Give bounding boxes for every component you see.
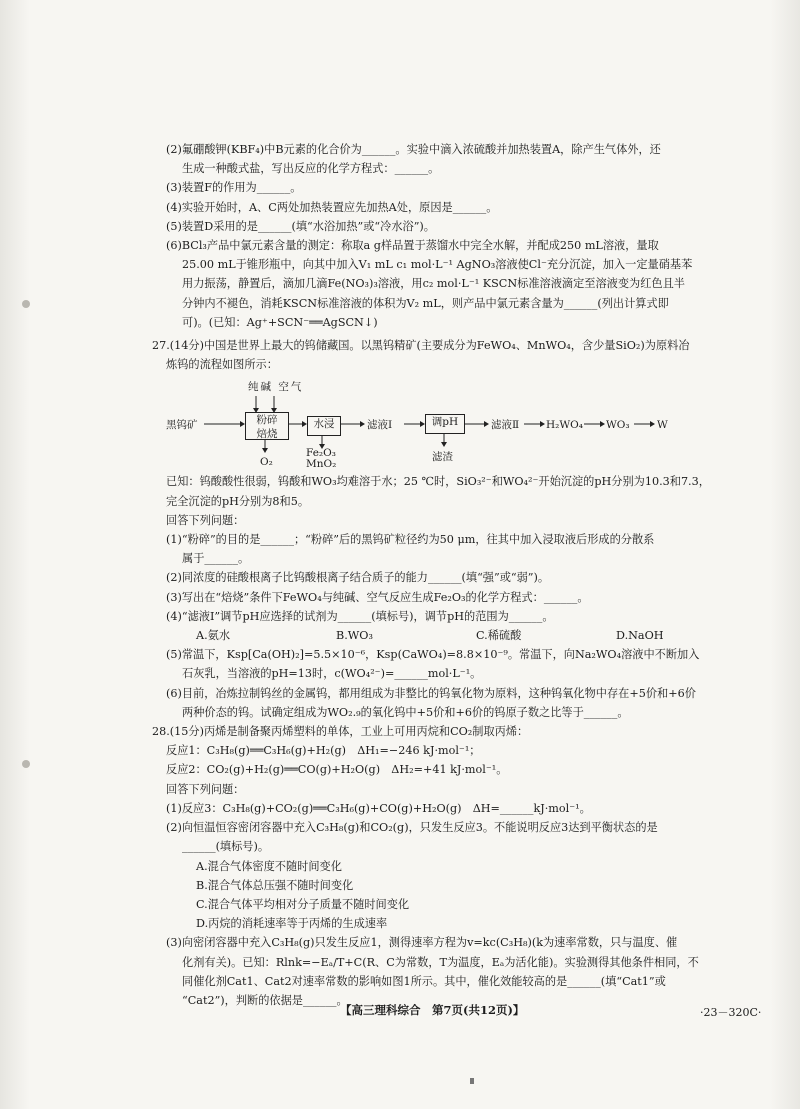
options-row [166,626,756,645]
text-line: 石灰乳，当溶液的pH=13时，c(WO₄²⁻)=______mol·L⁻¹。 [182,667,482,681]
text-line: 化剂有关)。已知：Rlnk=−Eₐ/T+C(R、C为常数，T为温度，Eₐ为活化能)。实验测得其他条件相同，不 [182,955,699,969]
flow-box-roast-line1: 粉碎 [256,414,278,427]
option-c: C.稀硫酸 [476,629,522,643]
text-line: 完全沉淀的pH分别为8和5。 [166,494,310,508]
text-line: (6)目前，冶炼拉制钨丝的金属钨，都用组成为非整比的钨氧化物为原料，这种钨氧化物中存在+5价和+6价 [166,686,696,700]
text-line: 用力振荡，静置后，滴加几滴Fe(NO₃)₃溶液，用c₂ mol·L⁻¹ KSCN标准溶液滴定至溶液变为红色且半 [182,277,685,291]
question-28-title: 28.(15分)丙烯是制备聚丙烯塑料的单体，工业上可用丙烷和CO₂制取丙烯： [152,725,529,739]
option-d: D.NaOH [616,629,664,643]
text-line: 炼钨的流程如图所示： [166,358,278,372]
flow-ore-label: 黑钨矿 [166,419,198,432]
exam-page [152,140,756,1010]
text-line: “Cat2”)，判断的依据是______。 [182,993,348,1007]
text-line: 25.00 mL于锥形瓶中，向其中加入V₁ mL c₁ mol·L⁻¹ AgNO₃溶液使Cl⁻充分沉淀，加入一定量硝基苯 [182,258,693,272]
option-b: B.WO₃ [336,629,373,643]
exam-code: ·23－320C· [700,1006,762,1019]
option-a: A.氨水 [196,629,231,643]
text-line: (2)同浓度的硅酸根离子比钨酸根离子结合质子的能力______(填“强”或“弱”)。 [166,571,550,585]
text-line: 生成一种酸式盐，写出反应的化学方程式：______。 [182,162,440,176]
flow-h2wo4-label: H₂WO₄ [546,419,583,432]
text-line: 同催化剂Cat1、Cat2对速率常数的影响如图1所示。其中，催化效能较高的是______(填“Cat1”或 [182,974,666,988]
text-line: (5)装置D采用的是______(填“水浴加热”或“冷水浴”)。 [166,219,435,233]
option-d: D.丙烷的消耗速率等于丙烯的生成速率 [196,917,388,931]
reaction-2: 反应2：CO₂(g)+H₂(g)══CO(g)+H₂O(g) ΔH₂=+41 kJ·mol⁻¹。 [166,763,508,777]
text-line: (1)反应3：C₃H₈(g)+CO₂(g)══C₃H₆(g)+CO(g)+H₂O(g) ΔH=______kJ·mol⁻¹。 [166,801,591,815]
text-line: (6)BCl₃产品中氯元素含量的测定：称取a g样品置于蒸馏水中完全水解，并配成250 mL溶液，量取 [166,239,659,253]
flow-box-ph: 调pH [425,414,465,434]
text-line: 属于______。 [182,552,250,566]
text-line: (2)氟硼酸钾(KBF₄)中B元素的化合价为______。实验中滴入浓硫酸并加热装置A，除产生气体外，还 [166,143,661,156]
option-a: A.混合气体密度不随时间变化 [196,859,342,873]
text-line: 两种价态的钨。试确定组成为WO₂.₉的氧化钨中+5价和+6价的钨原子数之比等于______。 [182,705,629,719]
flow-wo3-label: WO₃ [606,419,630,432]
text-line: (3)写出在“焙烧”条件下FeWO₄与纯碱、空气反应生成Fe₂O₃的化学方程式：______。 [166,590,589,604]
text-line: (3)装置F的作用为______。 [166,181,302,195]
flow-box-roast-line2: 焙烧 [256,428,278,441]
flow-inputs-label: 纯碱 空气 [248,381,304,394]
text-line: 回答下列问题： [166,782,245,796]
option-b: B.混合气体总压强不随时间变化 [196,878,354,892]
text-line: (4)“滤液Ⅰ”调节pH应选择的试剂为______(填标号)，调节pH的范围为______。 [166,609,554,623]
scan-mark [470,1078,474,1084]
flow-residue-label: 滤渣 [432,451,453,464]
process-flowchart [166,378,756,470]
text-line: 回答下列问题： [166,513,245,527]
text-line: (1)“粉碎”的目的是______；“粉碎”后的黑钨矿粒径约为50 μm，往其中加入浸取液后形成的分散系 [166,533,655,547]
option-c: C.混合气体平均相对分子质量不随时间变化 [196,897,410,911]
flow-w-label: W [657,419,668,432]
flow-box-leach: 水浸 [307,416,341,436]
text-line: 已知：钨酸酸性很弱，钨酸和WO₃均难溶于水；25 ℃时，SiO₃²⁻和WO₄²⁻开始沉淀的pH分别为10.3和7.3， [166,475,710,489]
flow-solid-label: Fe₂O₃ MnO₂ [306,447,337,471]
text-line: (2)向恒温恒容密闭容器中充入C₃H₈(g)和CO₂(g)，只发生反应3。不能说明反应3达到平衡状态的是 [166,821,658,835]
text-line: (5)常温下，Ksp[Ca(OH)₂]=5.5×10⁻⁶，Ksp(CaWO₄)=8.8×10⁻⁹。常温下，向Na₂WO₄溶液中不断加入 [166,648,700,662]
text-line: ______(填标号)。 [182,840,270,854]
text-line: 分钟内不褪色，消耗KSCN标准溶液的体积为V₂ mL，则产品中氯元素含量为______(列出计算式即 [182,296,669,310]
binding-hole [22,760,30,768]
reaction-1: 反应1：C₃H₈(g)══C₃H₆(g)+H₂(g) ΔH₁=−246 kJ·mol⁻¹； [166,744,481,758]
text-line: (3)向密闭容器中充入C₃H₈(g)只发生反应1，测得速率方程为v=kc(C₃H₈)(k为速率常数，只与温度、催 [166,936,678,950]
page-footer: 【高三理科综合 第7页(共12页)】 [340,1003,525,1017]
flow-filtrate2-label: 滤液Ⅱ [491,419,520,432]
flow-o2-label: O₂ [260,456,273,469]
text-line: 可)。(已知：Ag⁺+SCN⁻══AgSCN↓) [182,315,378,329]
flow-box-roast [245,412,289,440]
binding-hole [22,300,30,308]
flow-filtrate1-label: 滤液Ⅰ [367,419,393,432]
question-27-title: 27.(14分)中国是世界上最大的钨储藏国。以黑钨精矿(主要成分为FeWO₄、MnWO₄，含少量SiO₂)为原料冶 [152,339,690,353]
text-line: (4)实验开始时，A、C两处加热装置应先加热A处，原因是______。 [166,200,498,214]
